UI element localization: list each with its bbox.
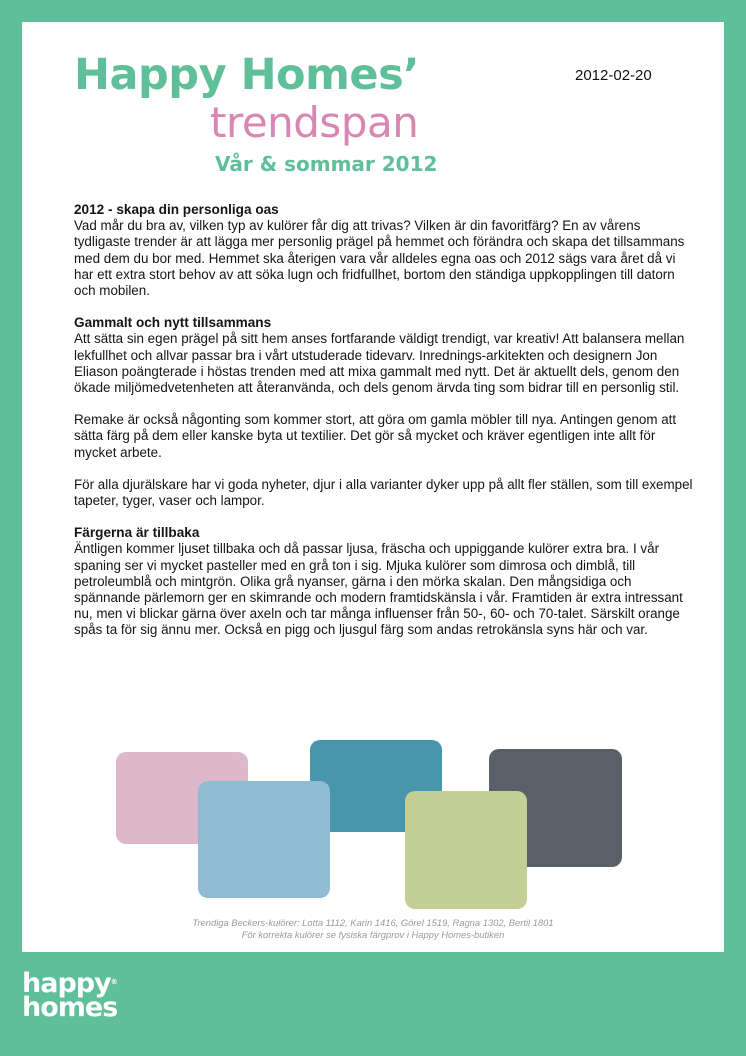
happy-homes-logo — [22, 968, 118, 1023]
section-heading: Färgerna är tillbaka — [74, 525, 200, 541]
logo-trademark: ® — [110, 978, 118, 986]
section-heading: 2012 - skapa din personliga oas — [74, 202, 279, 217]
document-date: 2012-02-20 — [575, 67, 652, 84]
section-paragraph: Äntligen kommer ljuset tillbaka och då passar ljusa, fräscha och uppiggande kulörer extra bra. I vår spaning ser vi mycket pasteller med en grå ton i sig. Mjuka kulörer som dimrosa och dimblå, till petroleumblå och mintgrön. Olika grå nyanser, gärna i den mörka skalan. Den mångsidiga och spännande pärlemorn ger en skimrande och modern framtidskänsla i vår. Framtiden är extra intressant nu, men vi blickar gärna över axeln och tar många influenser från 50-, 60- och 70-talet. Särskilt orange spås ta för sig ännu mer. Också en pigg och ljusgul färg som andas retrokänsla syns här och var. — [74, 541, 683, 638]
document-page — [22, 22, 724, 952]
brand-subtitle: trendspan — [210, 98, 419, 147]
logo-line2: homes — [22, 992, 118, 1023]
section-paragraph: Att sätta sin egen prägel på sitt hem anses fortfarande väldigt trendigt, var kreativ! Att balansera mellan lekfullhet och allvar passar bra i vårt utstuderade tidevarv. Inrednings-arkitekten och designern Jon Eliason poängterade i höstas trenden med att mixa gammalt med nytt. Det är aktuellt dels, genom den ökade miljömedvetenheten att återanvända, och dels genom ärvda ting som bidrar till en personlig stil. — [74, 331, 685, 396]
swatch-caption-line1: Trendiga Beckers-kulörer: Lotta 1112, Karin 1416, Görel 1519, Ragna 1302, Bertil 1801 — [192, 917, 554, 928]
swatch-gron — [405, 791, 527, 909]
logo-line1: happy® — [22, 968, 118, 999]
section-paragraph: Remake är också någonting som kommer stort, att göra om gamla möbler till nya. Antingen genom att sätta färg på dem eller kanske byta ut textilier. Det gör så mycket och kräver egentligen inte allt för mycket arbete. — [74, 412, 677, 460]
season-title: Vår & sommar 2012 — [215, 152, 438, 176]
article-body — [74, 202, 694, 639]
brand-title: Happy Homes’ — [74, 50, 419, 100]
section-paragraph: För alla djurälskare har vi goda nyheter, djur i alla varianter dyker upp på allt fler ställen, som till exempel tapeter, tyger, vaser och lampor. — [74, 476, 693, 509]
section-heading: Gammalt och nytt tillsammans — [74, 315, 272, 331]
swatch-caption-line2: För korrekta kulörer se fysiska färgprov i Happy Homes-butiken — [241, 929, 505, 940]
swatch-ljusbla — [198, 781, 330, 898]
section-paragraph: Vad mår du bra av, vilken typ av kulörer får dig att trivas? Vilken är din favoritfärg? En av vårens tydligaste trender är att lägga mer personlig prägel på hemmet och förändra och skapa det tillsammans med dem du bor med. Hemmet ska återigen vara vår alldeles egna oas och 2012 sägs vara året då vi har ett extra stort behov av att söka lugn och fridfullhet, bortom den ständiga uppkopplingen till datorn och mobilen. — [74, 218, 685, 299]
